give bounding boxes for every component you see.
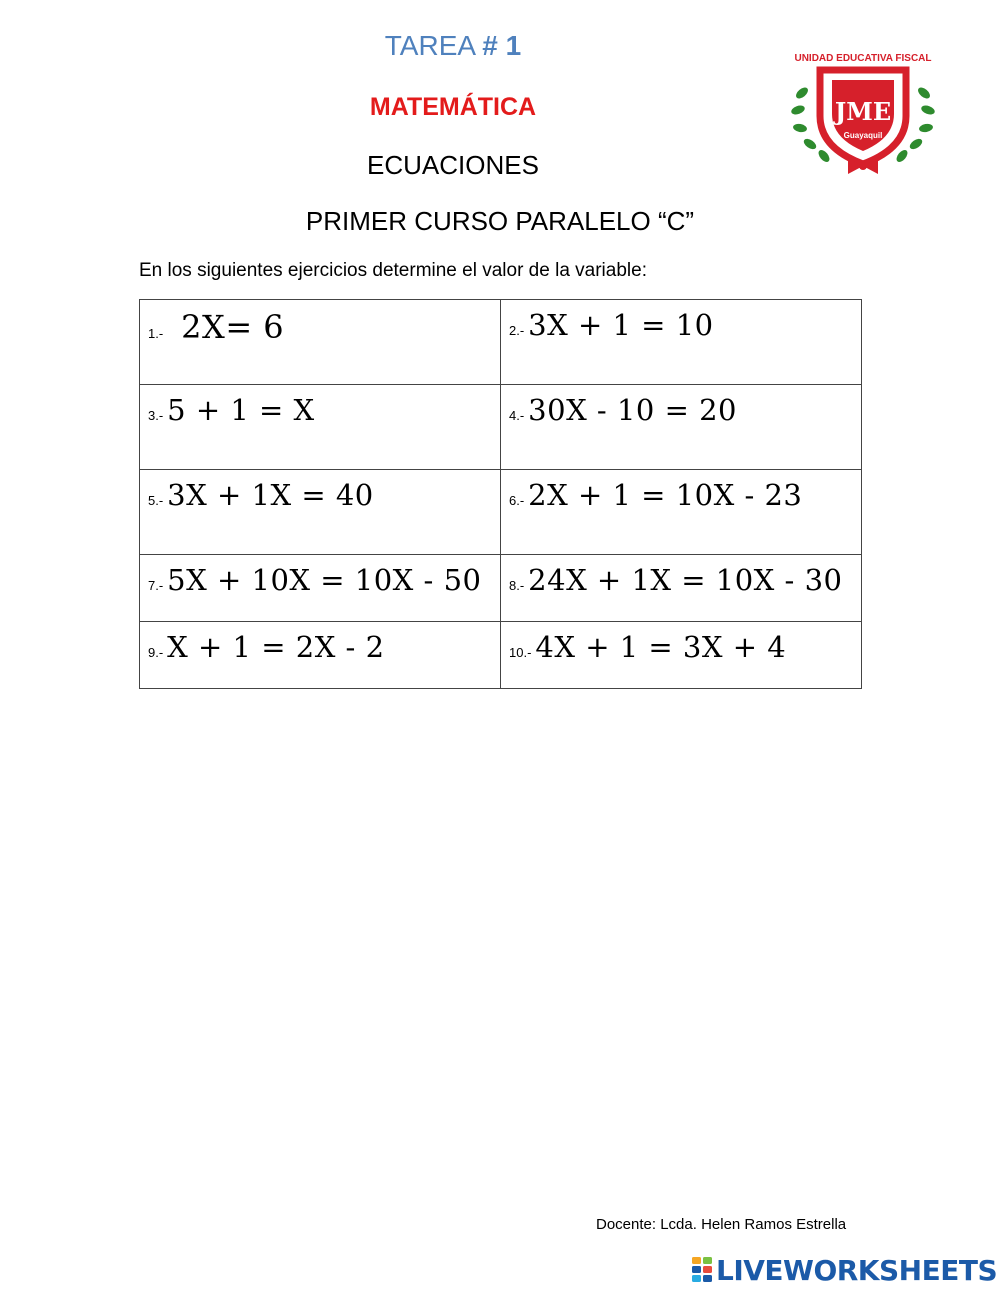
exercise-cell bbox=[140, 622, 501, 689]
exercise-cell bbox=[501, 470, 862, 555]
assignment-label: TAREA bbox=[384, 30, 475, 61]
instruction-text: En los siguientes ejercicios determine el valor de la variable: bbox=[139, 260, 647, 281]
assignment-number: # 1 bbox=[482, 30, 522, 61]
exercise-number: 8.- bbox=[509, 578, 525, 593]
exercise-number: 7.- bbox=[148, 578, 164, 593]
exercise-equation: 2X + 1 = 10X - 23 bbox=[528, 478, 803, 512]
exercise-equation: 3X + 1X = 40 bbox=[167, 478, 374, 512]
exercise-cell bbox=[501, 622, 862, 689]
exercise-equation: 5 + 1 = X bbox=[167, 393, 315, 427]
exercise-cell bbox=[140, 470, 501, 555]
exercise-number: 1.- bbox=[148, 326, 164, 341]
exercise-number: 5.- bbox=[148, 493, 164, 508]
table-row bbox=[140, 555, 862, 622]
exercise-number: 10.- bbox=[509, 645, 532, 660]
exercise-cell bbox=[501, 555, 862, 622]
table-row bbox=[140, 300, 862, 385]
exercise-table bbox=[139, 299, 862, 689]
liveworksheets-icon bbox=[692, 1257, 712, 1283]
exercise-equation: 2X= 6 bbox=[181, 308, 285, 346]
subject-title: MATEMÁTICA bbox=[369, 93, 537, 121]
course-title: PRIMER CURSO PARALELO “C” bbox=[305, 206, 695, 236]
exercise-number: 2.- bbox=[509, 323, 525, 338]
table-row bbox=[140, 622, 862, 689]
topic-title: ECUACIONES bbox=[367, 150, 539, 180]
logo-initials: JME bbox=[834, 97, 892, 126]
logo-text-top: UNIDAD EDUCATIVA FISCAL bbox=[794, 53, 932, 64]
exercise-cell bbox=[501, 385, 862, 470]
school-logo bbox=[780, 48, 946, 183]
exercise-number: 6.- bbox=[509, 493, 525, 508]
exercise-cell bbox=[140, 385, 501, 470]
brand-name: LIVEWORKSHEETS bbox=[716, 1253, 998, 1287]
exercise-cell bbox=[140, 555, 501, 622]
table-row bbox=[140, 470, 862, 555]
exercise-number: 4.- bbox=[509, 408, 525, 423]
teacher-signature: Docente: Lcda. Helen Ramos Estrella bbox=[596, 1216, 847, 1233]
brand-logo-link[interactable] bbox=[692, 1254, 997, 1286]
assignment-title bbox=[0, 32, 906, 60]
exercise-number: 9.- bbox=[148, 645, 164, 660]
exercise-equation: 5X + 10X = 10X - 50 bbox=[167, 563, 482, 597]
table-row bbox=[140, 385, 862, 470]
exercise-equation: 3X + 1 = 10 bbox=[528, 308, 714, 342]
exercise-equation: X + 1 = 2X - 2 bbox=[167, 630, 385, 664]
exercise-equation: 30X - 10 = 20 bbox=[528, 393, 737, 427]
exercise-number: 3.- bbox=[148, 408, 164, 423]
logo-city: Guayaquil bbox=[843, 131, 883, 140]
exercise-cell bbox=[501, 300, 862, 385]
exercise-cell bbox=[140, 300, 501, 385]
exercise-equation: 4X + 1 = 3X + 4 bbox=[535, 630, 787, 664]
exercise-equation: 24X + 1X = 10X - 30 bbox=[528, 563, 843, 597]
